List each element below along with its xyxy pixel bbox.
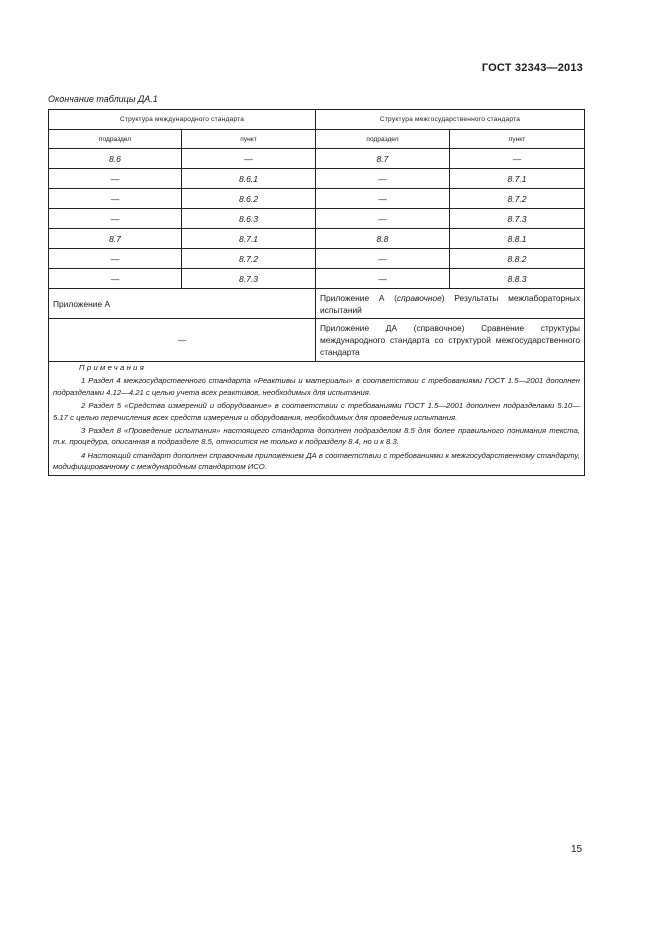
table-cell: — <box>49 189 182 209</box>
note-item: 3 Раздел 8 «Проведение испытания» настоящего стандарта дополнен подразделом 8.5 для более правильного понимания текста, т.к. процедура, описанная в подразделе 8.5, относится не только к подразделу 8.4, но и к 8.3. <box>53 426 581 447</box>
table-cell: — <box>182 149 316 169</box>
table-caption: Окончание таблицы ДА.1 <box>48 94 158 104</box>
table-cell: 8.8 <box>316 229 450 249</box>
table-cell: 8.6.2 <box>182 189 316 209</box>
group-header-international: Структура международного стандарта <box>49 110 316 130</box>
table-cell: 8.7 <box>49 229 182 249</box>
table-cell: — <box>316 269 450 289</box>
table-cell: 8.7.2 <box>182 249 316 269</box>
appendix-interstate <box>316 289 585 319</box>
table-row <box>49 189 585 209</box>
sub-header-row <box>49 130 585 149</box>
appendix-row <box>49 289 585 319</box>
group-header-row <box>49 110 585 130</box>
note-item: 2 Раздел 5 «Средства измерений и оборудование» в соответствии с требованиями ГОСТ 1.5—2001 дополнен подразделами 5.10—5.17 с целью перечисления всех средств измерения и оборудования, необходимых для проведения испытания. <box>53 401 581 422</box>
table-cell: 8.7.3 <box>182 269 316 289</box>
appendix-row <box>49 319 585 362</box>
table-cell: 8.8.2 <box>450 249 585 269</box>
table-cell: — <box>316 189 450 209</box>
table-row <box>49 149 585 169</box>
table-cell: 8.7.1 <box>182 229 316 249</box>
page-number: 15 <box>571 844 583 855</box>
sub-header-cell: подраздел <box>49 130 182 149</box>
table-row <box>49 229 585 249</box>
table-cell: 8.6.3 <box>182 209 316 229</box>
table-row <box>49 209 585 229</box>
comparison-table <box>48 109 585 476</box>
table-cell: 8.7 <box>316 149 450 169</box>
sub-header-cell: пункт <box>450 130 585 149</box>
table-row <box>49 169 585 189</box>
appendix-interstate: Приложение ДА (справочное) Сравнение структуры международного стандарта со структурой межгосударственного стандарта <box>316 319 585 362</box>
appendix-text-italic: справочное <box>396 292 442 303</box>
table-cell: 8.8.3 <box>450 269 585 289</box>
table-cell: — <box>49 269 182 289</box>
table-row <box>49 269 585 289</box>
table-cell: 8.7.1 <box>450 169 585 189</box>
note-item: 1 Раздел 4 межгосударственного стандарта «Реактивы и материалы» в соответствии с требованиями ГОСТ 1.5—2001 дополнен подразделами 4.12—4.21 с целью учета всех реактивов, необходимых для испытания. <box>53 376 581 397</box>
notes-title: Примечания <box>79 363 147 372</box>
table-cell: — <box>316 169 450 189</box>
notes-cell <box>49 362 585 476</box>
sub-header-cell: подраздел <box>316 130 450 149</box>
table-cell: — <box>316 209 450 229</box>
note-item: 4 Настоящий стандарт дополнен справочным приложением ДА в соответствии с требованиями к межгосударственному стандарту, модифицированному с международным стандартом ИСО. <box>53 450 581 472</box>
document-code: ГОСТ 32343—2013 <box>481 62 583 74</box>
table-cell: 8.6.1 <box>182 169 316 189</box>
table-cell: — <box>49 249 182 269</box>
table-cell: 8.6 <box>49 149 182 169</box>
appendix-international: — <box>49 319 316 362</box>
table-cell: — <box>316 249 450 269</box>
appendix-text-prefix: Приложение А ( <box>320 292 397 303</box>
table-cell: — <box>450 149 585 169</box>
sub-header-cell: пункт <box>182 130 316 149</box>
table-cell: 8.7.3 <box>450 209 585 229</box>
table-row <box>49 249 585 269</box>
appendix-international: Приложение А <box>49 289 316 319</box>
table-cell: 8.8.1 <box>450 229 585 249</box>
table-cell: — <box>49 209 182 229</box>
notes-row <box>49 362 585 476</box>
group-header-interstate: Структура межгосударственного стандарта <box>316 110 585 130</box>
appendix-text-suffix: ) Результаты межлабораторных испытаний <box>320 292 581 315</box>
table-cell: — <box>49 169 182 189</box>
table-cell: 8.7.2 <box>450 189 585 209</box>
